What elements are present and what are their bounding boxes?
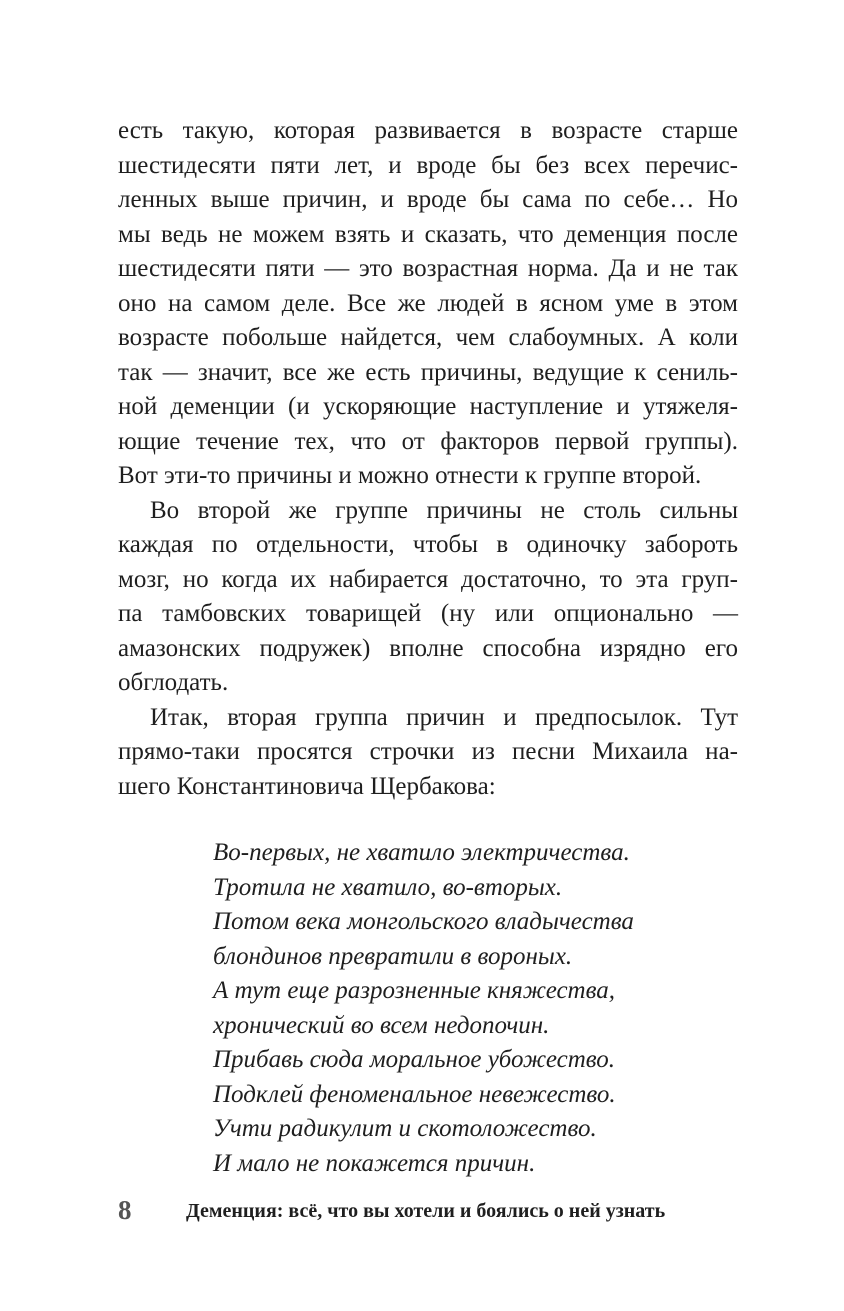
poem-line: Во-первых, не хватило электричества. [213,839,630,866]
poem-quote [213,836,634,1181]
text-line: ющие течение тех, что от факторов первой группы). [118,427,738,455]
text-line: па тамбовских товарищей (ну или опционально — [118,600,738,627]
poem-line: блондинов превратили в вороных. [213,942,573,970]
text-line: обглодать. [118,669,229,696]
text-line: каждая по отдельности, чтобы в одиночку забороть [118,531,738,558]
text-line: ной деменции (и ускоряющие наступление и утяжеля- [118,393,738,420]
poem-line: А тут еще разрозненные княжества, [213,977,616,1004]
text-line: так — значит, все же есть причины, ведущие к сениль- [118,358,738,386]
text-line: шестидесяти пяти лет, и вроде бы без всех перечис- [118,151,738,179]
text-line: шестидесяти пяти — это возрастная норма. Да и не так [118,255,738,282]
body-text [118,114,738,804]
text-line: Во второй же группе причины не столь сильны [150,496,738,524]
text-line: шего Константиновича Щербакова: [118,772,496,800]
text-line: возрасте побольше найдется, чем слабоумных. А коли [118,324,738,351]
text-line: есть такую, которая развивается в возрасте старше [118,117,738,144]
text-line: оно на самом деле. Все же людей в ясном уме в этом [118,289,738,317]
text-line: мы ведь не можем взять и сказать, что деменция после [118,220,738,248]
page-number: 8 [118,1195,132,1225]
page-footer [118,1195,758,1229]
text-line: Вот эти-то причины и можно отнести к группе второй. [118,462,702,489]
paragraph-3 [118,701,738,805]
text-line: ленных выше причин, и вроде бы сама по себе… Но [118,186,738,213]
running-title: Деменция: всё, что вы хотели и боялись о ней узнать [186,1200,666,1222]
poem-line: хронический во всем недопочин. [213,1011,550,1039]
poem-line: Тротила не хватило, во-вторых. [213,873,563,901]
text-line: мозг, но когда их набирается достаточно, то эта груп- [118,565,738,593]
poem-line: И мало не покажется причин. [213,1149,536,1177]
paragraph-1 [118,114,738,494]
text-line: амазонских подружек) вполне способна изрядно его [118,634,738,662]
paragraph-2 [118,494,738,701]
poem-line: Подклей феноменальное невежество. [213,1080,616,1108]
poem-line: Учти радикулит и скотоложество. [213,1115,597,1142]
text-line: Итак, вторая группа причин и предпосылок. Тут [150,703,738,731]
poem-line: Потом века монгольского владычества [213,908,634,935]
text-line: прямо-таки просятся строчки из песни Михаила на- [118,738,738,765]
poem-line: Прибавь сюда моральное убожество. [213,1046,616,1073]
